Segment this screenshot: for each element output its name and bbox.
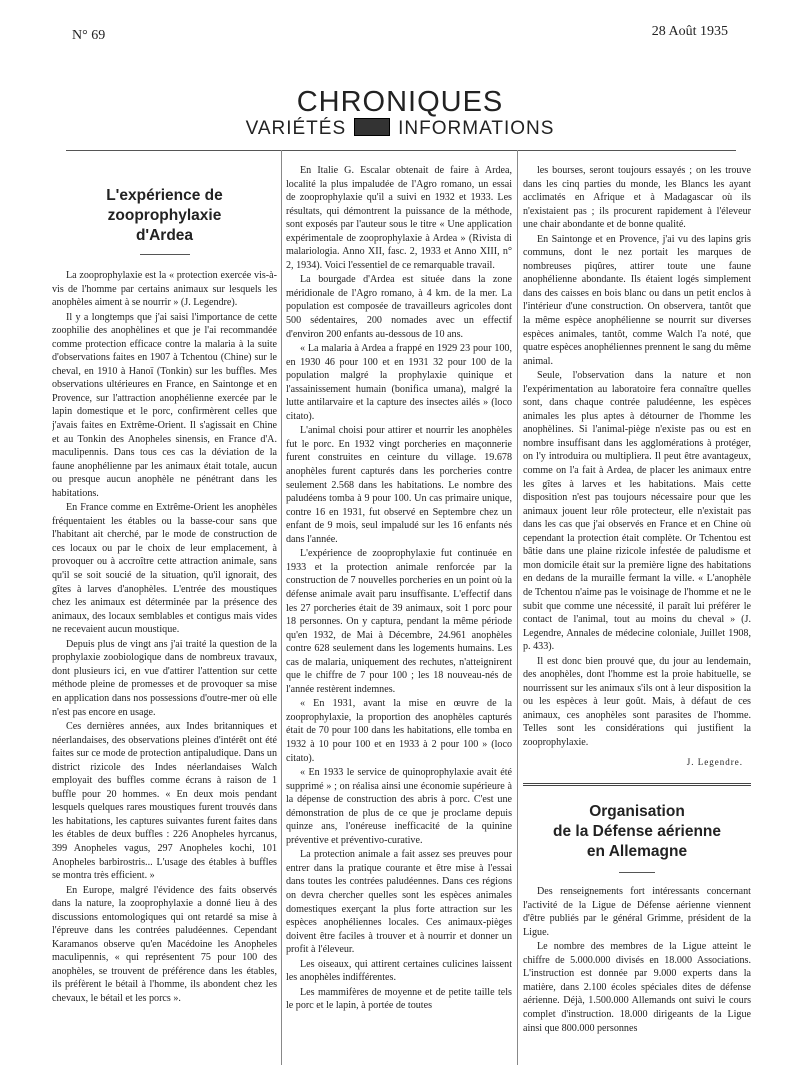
paragraph: L'animal choisi pour attirer et nourrir les anophèles fut le porc. En 1932 vingt porcheries en maçonnerie furent construites en ceinture du village. 19.678 anophèles furent capturés dans les porcheries contre seulement 2.568 dans les habitations. Le nombre des paludéens tomba à 9 pour 100. Un cas primaire unique, contre 16 en 1931, fut observé en Septembre chez un enfant de 9 mois, seul impaludé sur les 16 enfants nés dans l'année. xyxy=(286,425,512,545)
paragraph: « En 1933 le service de quinoprophylaxie avait été supprimé » ; on réalisa ainsi une économie supérieure à la dépense de construction des abris à porc. C'est une démonstration de plus de ce que je proclame depuis quinze ans, l'onéreuse inefficacité de la quinine préventive et préventivo-curative. xyxy=(286,767,512,846)
article2-title-line3: en Allemagne xyxy=(586,843,688,861)
article-heading xyxy=(52,186,277,246)
column-3 xyxy=(523,164,751,1064)
masthead-title: CHRONIQUES xyxy=(296,86,504,118)
paragraph: les bourses, seront toujours essayés ; on les trouve dans les cinq parties du monde, les Blancs les ayant acclimatés en Afrique et à Madagascar où ils n'existaient pas ; ils procurent rapidement à l'éleveur une chair abondante et de bonne qualité. xyxy=(523,165,751,231)
article2-title-line2: de la Défense aérienne xyxy=(553,823,721,841)
page-number: N° 69 xyxy=(72,28,106,43)
paragraph: Les mammifères de moyenne et de petite taille tels le porc et le lapin, à portée de toutes xyxy=(286,986,512,1012)
article-separator xyxy=(523,783,751,786)
article-signature: J. Legendre. xyxy=(686,756,743,767)
paragraph: Depuis plus de vingt ans j'ai traité la question de la prophylaxie zoobiologique dans de nombreux travaux, dont plusieurs ici, en vue d'attirer l'attention sur cette méthode pleine de promesses et de provoquer sa mise en application dans nos possessions d'outre-mer où elle n'est pas encore en usage. xyxy=(52,638,277,718)
paragraph: Ces dernières années, aux Indes britanniques et néerlandaises, des observations pleines d'intérêt ont été faites sur ce mode de protection antipaludique. Dans un district rizicole des Indes néerlandaises Walch employait des buffles comme écrans à raison de 1 buffle pour 20 hommes. « En deux mois pendant lesquels quelques rares moustiques furent trouvés dans les habitations, les captures suivantes furent faites dans les étables de deux buffles : 226 Anopheles hyrcanus, 399 Anopheles vagus, 297 Anopheles kochi, 101 Anopheles barbirostris... L'usage des étables à buffles se montra très efficient. » xyxy=(52,721,277,882)
paragraph: « La malaria à Ardea a frappé en 1929 23 pour 100, en 1930 46 pour 100 et en 1931 32 pour 100 de la population malgré la prophylaxie quinique et l'assainissement humain (bonifica umana), malgré la lutte antilarvaire et la capture des insectes ailés » (loco citato). xyxy=(286,343,512,422)
article-title-line2: d'Ardea xyxy=(135,227,194,244)
masthead-left: VARIÉTÉS xyxy=(245,118,347,139)
paragraph: Les oiseaux, qui attirent certaines culicines laissent les anophèles indifférentes. xyxy=(286,958,512,984)
paragraph: La protection animale a fait assez ses preuves pour entrer dans la pratique courante et être mise à l'essai dans toutes les contrées paludéennes. Dans ces régions on devra chercher quelles sont les espèces animales domestiques exerçant la plus forte attraction sur les espèces anophéliennes locales. Ces animaux-pièges doivent être faciles à trouver et à nourrir et donner un profit à l'éleveur. xyxy=(286,849,512,956)
paragraph: Des renseignements fort intéressants concernant l'activité de la Ligue de Défense aérienne viennent d'être publiés par le général Grimme, président de la Ligue. xyxy=(523,886,751,938)
title-rule xyxy=(619,872,655,873)
paragraph: En France comme en Extrême-Orient les anophèles fréquentaient les étables ou la basse-cour sans que l'habitant ait cherché, par le mode de construction de ces locaux ou par le choix de leur emplacement, à provoquer ou à accroître cette attraction animale, sans qu'il se soit soucié de la situation, qu'il ignorait, des gîtes à larves d'anophèles. L'entrée des moustiques chez les animaux est déterminée par la présence des animaux, des locaux semblables et contigus mais vides ne recevaient aucun moustique. xyxy=(52,502,277,636)
masthead-rule xyxy=(66,150,736,151)
article-title-line1: L'expérience de zooprophylaxie xyxy=(106,187,223,224)
column-divider xyxy=(281,150,282,1065)
column-2 xyxy=(286,164,512,1064)
column-1 xyxy=(52,164,277,1064)
title-rule xyxy=(140,254,190,255)
paragraph: L'expérience de zooprophylaxie fut continuée en 1933 et la protection animale renforcée par la construction de 7 nouvelles porcheries en un point où la défense animale avait paru insuffisante. L'effectif dans les 27 porcheries était de 39 animaux, soit 1 porc pour 18 personnes. On y captura, pendant la même période qu'en 1932, de Mai à Décembre, 24.961 anophèles contre 628 seulement dans les logements humains. Les cas de malaria, uniquement des rechutes, n'atteignirent que le chiffre de 7 pour 100 ; les 18 nouveau-nés de l'année restèrent indemnes. xyxy=(286,548,512,695)
paragraph: En Italie G. Escalar obtenait de faire à Ardea, localité la plus impaludée de l'Agro romano, un essai de zooprophylaxie qu'il a suivi en 1932 et 1933. Les résultats, qui démontrent la puissance de la méthode, sont exposés par l'auteur sous le titre « Une application expérimentale de zooprophylaxie à Ardea » (Rivista di malariologia. Anno XII, fasc. 2, 1933 et Anno XIII, n° 2, 1934). Voici l'essentiel de ce remarquable travail. xyxy=(286,165,512,271)
paragraph: La zooprophylaxie est la « protection exercée vis-à-vis de l'homme par certains animaux sur lesquels les anophèles aiment à se nourrir » (J. Legendre). xyxy=(52,270,277,309)
paragraph: Il est donc bien prouvé que, du jour au lendemain, des anophèles, dont l'homme est la proie habituelle, se nourrissent sur les animaux s'ils ont à leur disposition la ou les espèces à leur goût. Mais, à défaut de ces animaux, ces anophèles sont parasites de l'homme. Telles sont les considérations qui justifient la zooprophylaxie. xyxy=(523,655,751,748)
masthead-logo-icon xyxy=(354,118,390,136)
paragraph: Le nombre des membres de la Ligue atteint le chiffre de 5.000.000 divisés en 18.000 Associations. L'instruction est donnée par 9.000 experts dans la matière, dans 2.100 écoles spéciales dites de défense aérienne. Déjà, 1.500.000 Allemands ont suivi le cours complet d'instruction. 18.000 dirigeants de la Ligue ainsi que 800.000 personnes xyxy=(523,941,751,1034)
masthead-subtitle xyxy=(0,118,800,140)
issue-date: 28 Août 1935 xyxy=(651,24,728,39)
paragraph: En Saintonge et en Provence, j'ai vu des lapins gris communs, dont le nez portait les marques de nombreuses piqûres, attirer toute une faune anophélienne abondante. Ils étaient logés simplement dans des caisses en bois blanc ou dans un petit enclos à l'intérieur d'une construction. On observera, tantôt que la même espèce anophélienne se nourrit sur diverses espèces animales, tantôt, comme Walch l'a noté, que quatre espèces anophéliennes prennent le sang du même animal. xyxy=(523,233,751,367)
paragraph: En Europe, malgré l'évidence des faits observés dans la nature, la zooprophylaxie a donné lieu à des discussions entomologiques qui ont retardé sa mise à l'épreuve dans les contrées paludéennes. Cependant Karamanos observe qu'en Macédoine les Anopheles maculipennis, « qui représentent 75 pour 100 des anophèles, se trouvent de préférence dans les étables, ils préfèrent le bétail à l'homme, ils abondent chez les chevaux, le bétail et les porcs ». xyxy=(52,884,277,1004)
column-divider xyxy=(517,150,518,1065)
paragraph: La bourgade d'Ardea est située dans la zone méridionale de l'Agro romano, à 4 km. de la mer. La population est composée de travailleurs agricoles dont 500 sédentaires, 200 nomades avec un effectif d'environ 200 enfants au-dessous de 10 ans. xyxy=(286,274,512,340)
article2-heading xyxy=(523,802,751,862)
masthead-right: INFORMATIONS xyxy=(398,118,555,139)
paragraph: « En 1931, avant la mise en œuvre de la zooprophylaxie, la proportion des anophèles capturés était de 70 pour 100 dans les habitations, elle tomba en 1932 à 10 pour 100 et en 1933 à 2 pour 100 » (loco citato). xyxy=(286,698,512,764)
article2-title-line1: Organisation xyxy=(589,803,685,821)
paragraph: Seule, l'observation dans la nature et non l'expérimentation au laboratoire fera connaître quelles sont, dans chaque contrée paludéenne, les espèces animales les plus aptes à détourner de l'homme les anophèlines. Si l'animal-piège n'existe pas ou est en nombre insuffisant dans les agglomérations à protéger, on l'y introduira ou multipliera. Il peut être avantageux, comme on l'a fait à Ardea, de placer les animaux entre les gîtes à larves et les habitations. Mais cette disposition n'est pas toujours nécessaire pour que les animaux jouent leur rôle protecteur, elle n'existait pas dans les cas que j'ai observés en France et en Chine où cependant la protection était complète. Or Tchentou est bâtie dans une plaine rizicole infestée de paludisme et mon domicile était sur la première ligne des habitations en dedans de la muraille fermant la ville. « L'anophèle de Tchentou n'aime pas le voisinage de l'homme et ne le subit que comme une nécessité, il paraît lui préférer le contact de l'animal, tout au moins du cheval » (J. Legendre, Annales de médecine coloniale, Juillet 1908, p. 433). xyxy=(523,370,751,653)
paragraph: Il y a longtemps que j'ai saisi l'importance de cette zoophilie des anophèlines et que je l'ai recommandée comme protection efficace contre la malaria à la suite d'observations faites en 1907 à Tchentou (Chine) sur le cheval, en 1910 à Hanoï (Tonkin) sur les buffles. Mes observations ultérieures en France, en Saintonge et en Provence, sur l'attraction anophélienne exercée par le lapin domestique et le porc, confirmèrent celles que j'avais faites en Extrême-Orient. Il s'agissait en Chine et au Tonkin des Anopheles sinensis, en France d'A. maculipennis. Dans tous ces cas la déviation de la faune anophélienne par les animaux était totale, aucun ou presque aucun anophèle ne pénétrant dans les habitations. xyxy=(52,311,277,499)
